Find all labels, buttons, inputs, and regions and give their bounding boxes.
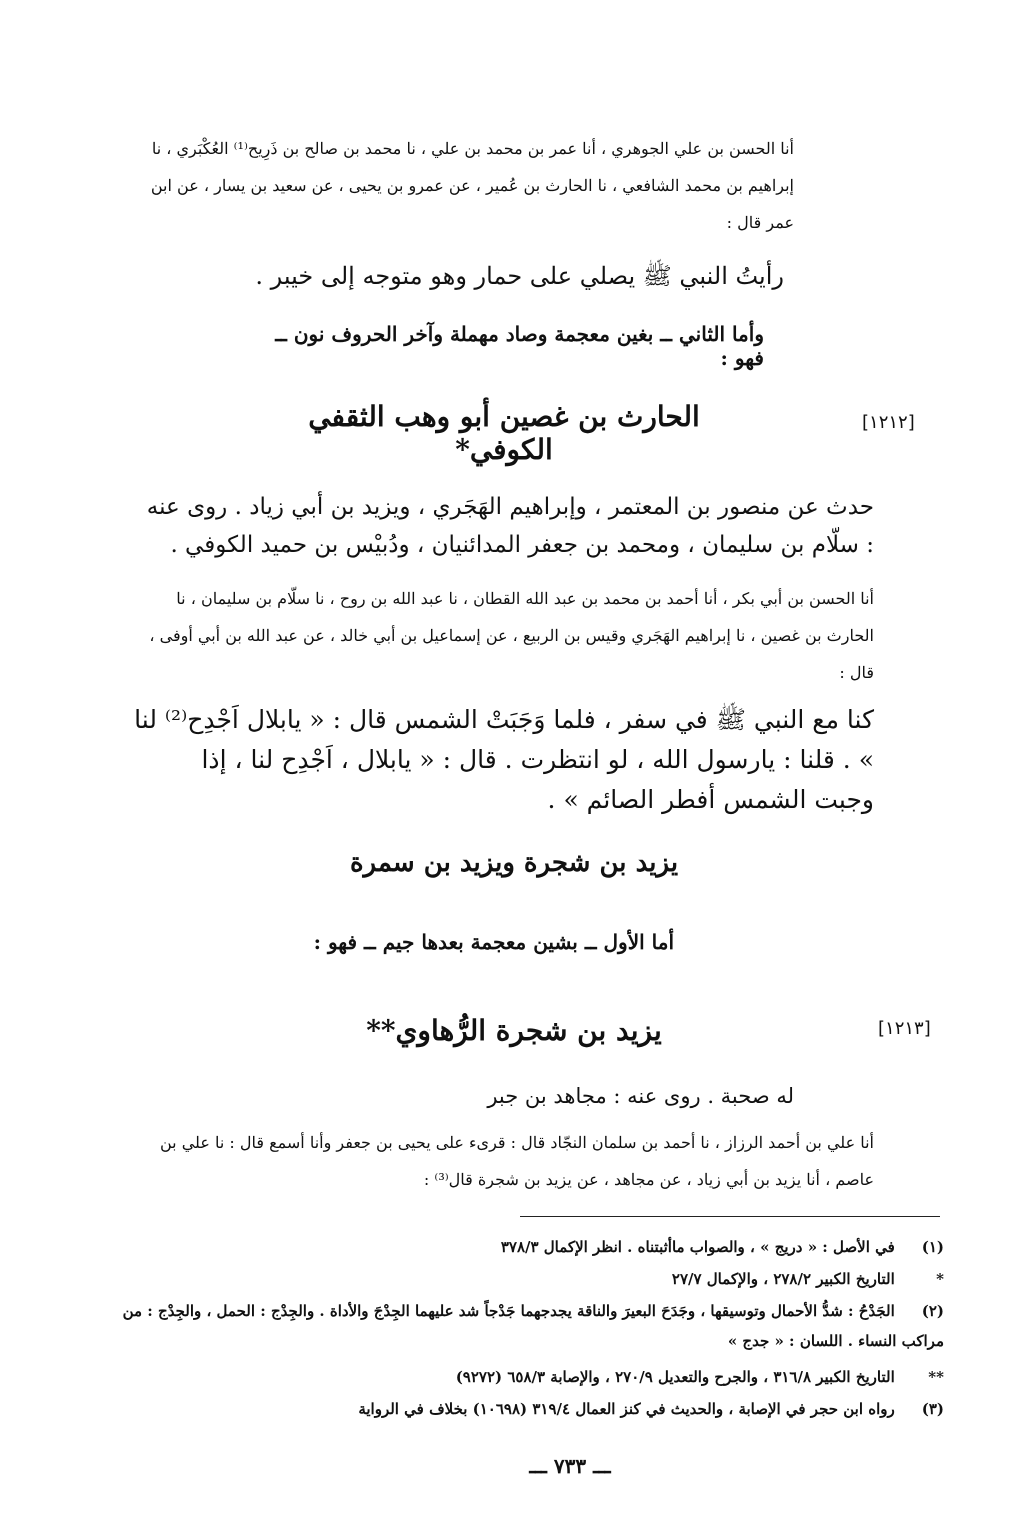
entry-number-1213: [١٢١٣] [878,1018,931,1039]
footnote [84,1264,944,1294]
footnote-mark: (١) [921,1238,944,1256]
hadith-1212: كنا مع النبي ﷺ في سفر ، فلما وَجَبَتْ الشمس قال : « يابلال اَجْدِح⁽²⁾ لنا » . قلنا : يارسول الله ، لو انتظرت . قال : « يابلال ، اَجْدِح لنا ، إذا وجبت الشمس أفطر الصائم » . [134,705,874,814]
isnad-1213: أنا علي بن أحمد الرزاز ، نا أحمد بن سلمان النجّاد قال : قرىء على يحيى بن جعفر وأنا أسمع قال : نا علي بن عاصم ، أنا يزيد بن أبي زياد ، عن مجاهد ، عن يزيد بن شجرة قال⁽³⁾ : [160,1133,874,1189]
footnote [84,1296,944,1356]
section-heading-first: أما الأول ــ بشين معجمة بعدها جيم ــ فهو : [313,930,674,954]
footnote [84,1232,944,1262]
footnote-mark: ** [928,1368,944,1386]
footnote [84,1394,944,1424]
footnote [84,1362,944,1392]
footnote-text: التاريخ الكبير ٢٧٨/٢ ، والإكمال ٢٧/٧ [671,1270,895,1288]
footnote-divider [520,1216,940,1217]
isnad-1211: أنا الحسن بن علي الجوهري ، أنا عمر بن محمد بن علي ، نا محمد بن صالح بن ذَرِيح⁽¹⁾ العُكْبَري ، نا إبراهيم بن محمد الشافعي ، نا الحارث بن عُمير ، عن عمرو بن يحيى ، عن سعيد بن يسار ، عن ابن عمر قال : [150,139,794,232]
entry-body-1213: له صحبة . روى عنه : مجاهد بن جبر [487,1084,794,1108]
footnote-mark: * [936,1270,944,1288]
isnad-1212: أنا الحسن بن أبي بكر ، أنا أحمد بن محمد بن عبد الله القطان ، نا عبد الله بن روح ، نا سلّام بن سليمان ، نا الحارث بن غصين ، نا إبراهيم الهَجَري وقيس بن الربيع ، عن إسماعيل بن أبي خالد ، عن عبد الله بن أبي أوفى ، قال : [149,589,874,682]
section-heading-second: وأما الثاني ــ بغين معجمة وصاد مهملة وآخر الحروف نون ــ فهو : [275,322,764,370]
entry-title-1213: يزيد بن شجرة الرُّهاوي** [366,1014,662,1047]
footnote-text: التاريخ الكبير ٣١٦/٨ ، والجرح والتعديل ٢٧٠/٩ ، والإصابة ٦٥٨/٣ (٩٢٧٢) [455,1368,895,1386]
footnote-text: في الأصل : « دريج » ، والصواب ماأثبتناه . انظر الإكمال ٣٧٨/٣ [500,1238,895,1256]
entry-title-1212: الحارث بن غصين أبو وهب الثقفي الكوفي* [308,400,700,466]
footnote-mark: (٢) [921,1302,944,1320]
heading-yazid: يزيد بن شجرة ويزيد بن سمرة [349,848,679,878]
footnote-text: الجَدْحُ : شدُّ الأحمال وتوسيقها ، وجَدَحَ البعيرَ والناقة يجدجهما جَدْجاً شد عليهما الجِدْجَ والأداة . والجِدْج : الحمل ، والجِدْج : من مراكب النساء . اللسان : « جدج » [122,1302,944,1350]
entry-body-1212: حدث عن منصور بن المعتمر ، وإبراهيم الهَجَري ، ويزيد بن أبي زياد . روى عنه : سلّام بن سليمان ، ومحمد بن جعفر المدائنيان ، ودُبيْس بن حميد الكوفي . [146,494,874,558]
footnote-mark: (٣) [921,1400,944,1418]
entry-number-1212: [١٢١٢] [862,412,915,433]
page-number: ـــ ٧٣٣ ـــ [529,1454,611,1478]
footnote-text: رواه ابن حجر في الإصابة ، والحديث في كنز العمال ٣١٩/٤ (١٠٦٩٨) بخلاف في الرواية [358,1400,895,1418]
hadith-1211: رأيتُ النبي ﷺ يصلي على حمار وهو متوجه إلى خيبر . [255,262,784,290]
